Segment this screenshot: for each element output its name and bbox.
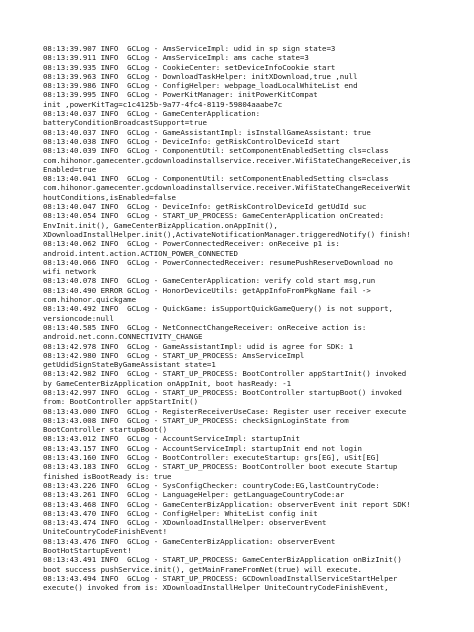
log-line: 08:13:40.054 INFO GCLog - START_UP_PROCESS: GameCenterApplication onCreated: (43, 211, 385, 221)
log-line: 08:13:40.041 INFO GCLog - ComponentUtil: setComponentEnabledSetting cls=class (43, 174, 389, 184)
log-text-block (43, 44, 469, 593)
log-line: 08:13:39.935 INFO GCLog - CookieCenter: setDeviceInfoCookie start (43, 62, 336, 72)
log-line: from: BootController appStartInit() (43, 397, 199, 407)
log-line: BootController startupBoot() (43, 425, 168, 435)
log-line: 08:13:43.491 INFO GCLog - START_UP_PROCESS: GameCenterBizApplication onBizInit() (43, 555, 402, 565)
log-line: 08:13:43.160 INFO GCLog - BootController: executeStartup: grs[EG], uSit[EG] (43, 453, 380, 463)
log-line: 08:13:43.226 INFO GCLog - SysConfigChecker: countryCode:EG,lastCountryCode: (43, 480, 380, 490)
log-line: com.hihonor.gamecenter.gcdownloadinstallservice.receiver.WifiStateChangeReceiverWit (43, 183, 411, 193)
log-line: 08:13:39.963 INFO GCLog - DownloadTaskHelper: initXDownload,true ,null (43, 71, 358, 81)
log-line: com.hihonor.quickgame (43, 295, 137, 305)
log-line: 08:13:40.585 INFO GCLog - NetConnectChangeReceiver: onReceive action is: (43, 322, 367, 332)
log-line: 08:13:43.470 INFO GCLog - ConfigHelper: WhiteList config init (43, 508, 318, 518)
log-line: 08:13:43.012 INFO GCLog - AccountServiceImpl: startupInit (43, 434, 300, 444)
log-line: Enabled=true (43, 164, 97, 174)
log-line: batteryConditionBroadcastSupport=true (43, 118, 207, 128)
log-line: 08:13:43.183 INFO GCLog - START_UP_PROCESS: BootController boot execute Startup (43, 462, 398, 472)
log-line: 08:13:40.047 INFO GCLog - DeviceInfo: getRiskControlDeviceId getUdId suc (43, 202, 367, 212)
log-line: getUdidSignStateByGameAssistant state=1 (43, 360, 216, 370)
log-line: 08:13:40.037 INFO GCLog - GameAssistantImpl: isInstallGameAssistant: true (43, 127, 371, 137)
log-line: 08:13:40.492 INFO GCLog - QuickGame: isSupportQuickGameQuery() is not support, (43, 304, 393, 314)
log-line: 08:13:43.008 INFO GCLog - START_UP_PROCESS: checkSignLoginState from (43, 415, 349, 425)
log-line: 08:13:39.911 INFO GCLog - AmsServiceImpl: ams cache state=3 (43, 53, 309, 63)
log-line: 08:13:42.980 INFO GCLog - START_UP_PROCESS: AmsServiceImpl (43, 350, 305, 360)
log-line: com.hihonor.gamecenter.gcdownloadinstallservice.receiver.WifiStateChangeReceiver,is (43, 155, 411, 165)
log-line: 08:13:40.037 INFO GCLog - GameCenterApplication: (43, 109, 261, 119)
log-line: XDownloadInstallHelper.init(),ActivateNotificationManager.triggeredNotify() finish! (43, 229, 411, 239)
log-line: 08:13:39.995 INFO GCLog - PowerKitManager: initPowerKitCompat (43, 90, 318, 100)
log-line: 08:13:43.000 INFO GCLog - RegisterReceiverUseCase: Register user receiver execute (43, 406, 407, 416)
log-line: 08:13:43.476 INFO GCLog - GameCenterBizApplication: observerEvent (43, 536, 336, 546)
log-line: finished isBootReady is: true (43, 471, 172, 481)
log-line: 08:13:40.078 INFO GCLog - GameCenterApplication: verify cold start msg,run (43, 276, 376, 286)
log-line: 08:13:43.474 INFO GCLog - XDownloadInstallHelper: observerEvent (43, 518, 327, 528)
log-line: 08:13:39.986 INFO GCLog - ConfigHelper: webpage_loadLocalWhiteList end (43, 81, 358, 91)
log-line: wifi network (43, 267, 97, 277)
log-line: BootHotStartupEvent! (43, 546, 132, 556)
log-line: 08:13:43.157 INFO GCLog - AccountServiceImpl: startupInit end not login (43, 443, 362, 453)
log-line: 08:13:43.261 INFO GCLog - LanguageHelper: getLanguageCountryCode:ar (43, 490, 345, 500)
log-line: 08:13:40.039 INFO GCLog - ComponentUtil: setComponentEnabledSetting cls=class (43, 146, 389, 156)
log-line: by GameCenterBizApplication onAppInit, boot hasReady: -1 (43, 378, 292, 388)
log-line: 08:13:43.468 INFO GCLog - GameCenterBizApplication: observerEvent init report SDK! (43, 499, 411, 509)
log-line: 08:13:39.907 INFO GCLog - AmsServiceImpl: udid in sp sign state=3 (43, 44, 336, 53)
log-line: 08:13:40.066 INFO GCLog - PowerConnectedReceiver: resumePushReserveDownload no (43, 257, 393, 267)
log-line: init ,powerKitTag=c1c4125b-9a77-4fc4-8119-59804aaabe7c (43, 99, 283, 109)
log-line: versioncode:null (43, 313, 114, 323)
log-line: 08:13:40.490 ERROR GCLog - HonorDeviceUtils: getAppInfoFromPkgName fail -> (43, 285, 371, 295)
log-line: 08:13:42.997 INFO GCLog - START_UP_PROCESS: BootController startupBoot() invoked (43, 387, 402, 397)
log-line: android.net.conn.CONNECTIVITY_CHANGE (43, 332, 203, 342)
log-line: 08:13:42.978 INFO GCLog - GameAssistantImpl: udid is agree for SDK: 1 (43, 341, 354, 351)
log-line: 08:13:42.982 INFO GCLog - START_UP_PROCESS: BootController appStartInit() invoked (43, 369, 407, 379)
log-line: houtConditions,isEnabled=false (43, 192, 176, 202)
log-line: EnvInit.init(), GameCenterBizApplication.onAppInit(), (43, 220, 278, 230)
log-line: android.intent.action.ACTION_POWER_CONNECTED (43, 248, 238, 258)
log-line: 08:13:40.038 INFO GCLog - DeviceInfo: getRiskControlDeviceId start (43, 136, 340, 146)
log-line: 08:13:43.494 INFO GCLog - START_UP_PROCESS: GCDownloadInstallServiceStartHelper (43, 573, 398, 583)
log-line: execute() invoked from is: XDownloadInstallHelper UniteCountryCodeFinishEvent, (43, 583, 389, 593)
log-line: 08:13:40.062 INFO GCLog - PowerConnectedReceiver: onReceive p1 is: (43, 239, 340, 249)
log-line: UniteCountryCodeFinishEvent! (43, 527, 168, 537)
log-line: boot success pushService.init(), getMainFrameFromNet(true) will execute. (43, 564, 362, 574)
